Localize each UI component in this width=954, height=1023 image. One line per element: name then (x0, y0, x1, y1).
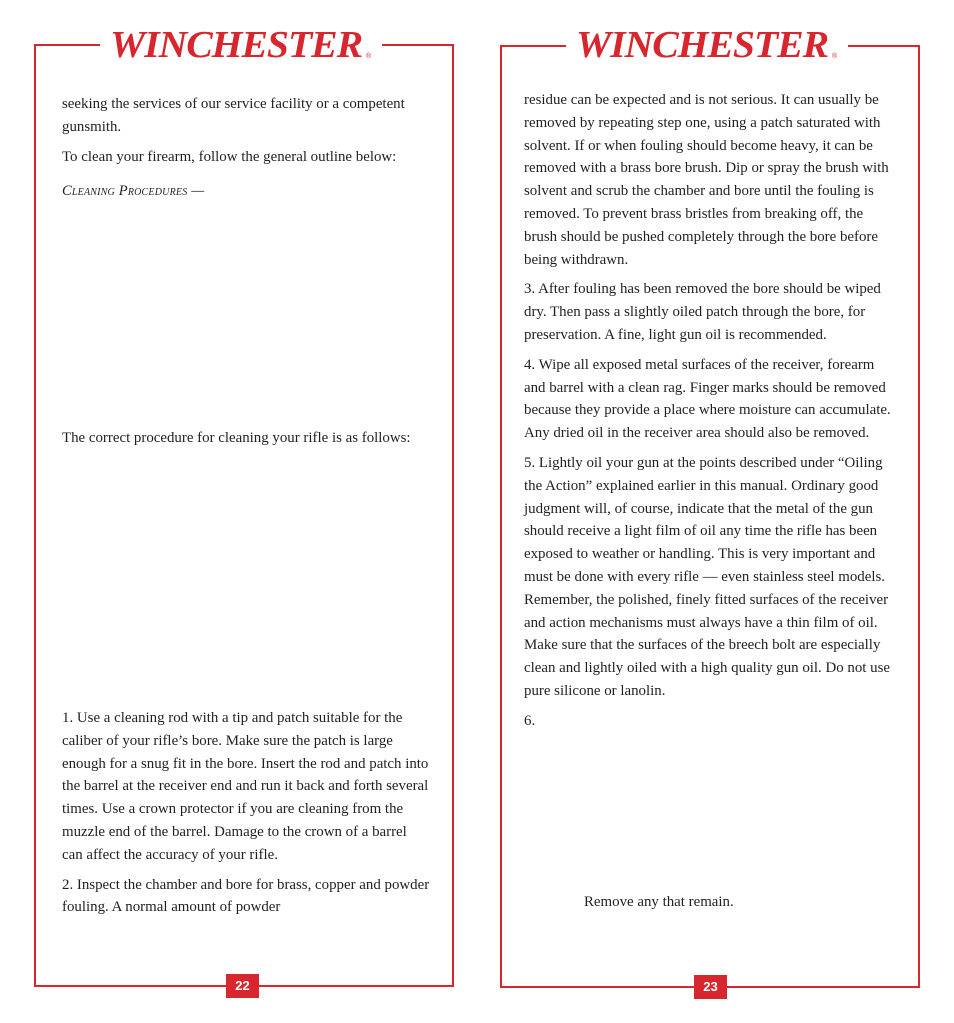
paragraph-intro-1: seeking the services of our service facility or a competent gunsmith. (62, 96, 405, 135)
paragraph-step-6-end: Remove any that remain. (584, 894, 734, 910)
paragraph-step-6: 6. (524, 712, 536, 729)
paragraph-step-5: 5. Lightly oil your gun at the points described under “Oiling the Action” explained earlier in this manual. Ordinary good judgment will, of course, indicate that the metal of the gun should receive a light film of oil any time the rifle has been exposed to weather or handling. This is very important and must be done with every rifle — even stainless steel models. Remember, the polished, finely fitted surfaces of the receiver and action mechanisms must always have a thin film of oil. Make sure that the surfaces of the breech bolt are especially clean and lightly oiled with a high quality gun oil. Do not use pure silicone or lanolin. (524, 454, 891, 699)
paragraph-step-2-start: 2. Inspect the chamber and bore for brass, copper and powder fouling. A normal amount of powder (62, 876, 430, 916)
left-text-intro (62, 93, 430, 203)
page-number-right: 23 (694, 975, 727, 999)
heading-cleaning-procedures: Cleaning Procedures — (62, 183, 205, 200)
page-right (477, 0, 954, 1023)
paragraph-correct-procedure: The correct procedure for cleaning your rifle is as follows: (62, 430, 411, 446)
paragraph-step-2-continued: residue can be expected and is not serious. It can usually be removed by repeating step one, using a patch saturated with solvent. If or when fouling should become heavy, it can be removed with a brass bore brush. Dip or spray the brush with solvent and scrub the chamber and bore until the fouling is removed. To prevent brass bristles from breaking off, the brush should be pushed completely through the bore before being withdrawn. (524, 92, 889, 268)
page-number-left: 22 (226, 974, 259, 998)
svg-text:WINCHESTER: WINCHESTER (110, 24, 362, 64)
winchester-logo-icon (572, 24, 842, 64)
svg-text:®: ® (832, 53, 838, 60)
paragraph-step-3: 3. After fouling has been removed the bore should be wiped dry. Then pass a slightly oiled patch through the bore, for preservation. A fine, light gun oil is recommended. (524, 281, 881, 343)
svg-text:WINCHESTER: WINCHESTER (576, 24, 828, 64)
brand-logo (566, 24, 848, 64)
paragraph-step-4: 4. Wipe all exposed metal surfaces of the receiver, forearm and barrel with a clean rag. Finger marks should be removed because they provide a place where moisture can accumulate. Any dried oil in the receiver area should also be removed. (524, 356, 891, 442)
right-text-step-6-end (584, 891, 884, 914)
right-text-steps (524, 89, 894, 733)
paragraph-step-1: 1. Use a cleaning rod with a tip and patch suitable for the caliber of your rifle’s bore. Make sure the patch is large enough for a snug fit in the bore. Insert the rod and patch into the barrel at the receiver end and run it back and forth several times. Use a crown protector if you are cleaning from the muzzle end of the barrel. Damage to the crown of a barrel can affect the accuracy of your rifle. (62, 710, 429, 863)
paragraph-intro-2: To clean your firearm, follow the general outline below: (62, 148, 397, 165)
left-text-correct-procedure (62, 427, 412, 450)
brand-logo (100, 24, 382, 64)
svg-text:®: ® (366, 53, 372, 60)
winchester-logo-icon (106, 24, 376, 64)
left-text-steps (62, 707, 430, 919)
